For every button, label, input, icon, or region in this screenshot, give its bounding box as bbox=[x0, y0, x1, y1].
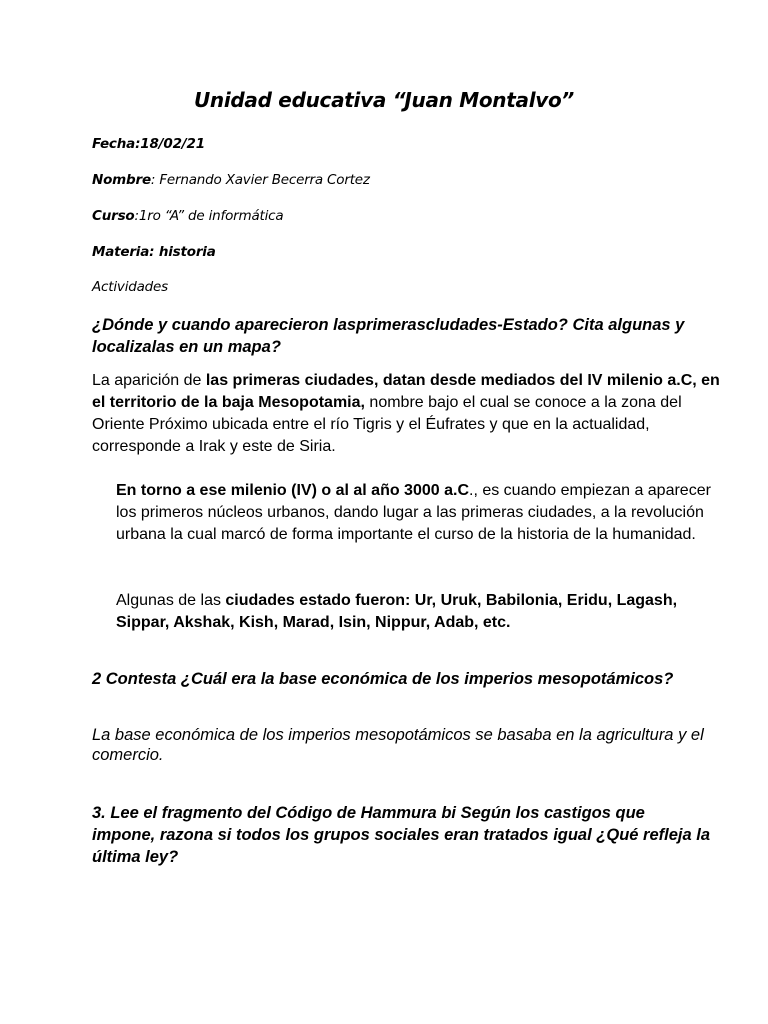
nombre-line bbox=[92, 172, 370, 188]
curso-label: Curso bbox=[92, 208, 135, 224]
actividades-heading: Actividades bbox=[92, 279, 168, 295]
fecha-line bbox=[92, 136, 205, 152]
q1-p1-end: nombre bajo el cual se conoce a la zona del Oriente Próximo ubicada entre el río Tigris y el Éufrates y que en la actualidad, corresponde a Irak y este de Siria. bbox=[92, 394, 682, 455]
question-2: 2 Contesta ¿Cuál era la base económica de los imperios mesopotámicos? bbox=[92, 670, 674, 688]
q1-p2-bold: En torno a ese milenio (IV) o al al año 3000 a.C bbox=[116, 482, 469, 499]
q1-p1-start: La aparición de bbox=[92, 372, 206, 389]
q1-paragraph-2 bbox=[92, 480, 732, 546]
nombre-label: Nombre bbox=[92, 172, 151, 188]
curso-line bbox=[92, 208, 283, 224]
question-1: ¿Dónde y cuando aparecieron lasprimerascludades-Estado? Cita algunas y localizalas en un mapa? bbox=[92, 316, 685, 356]
materia-line bbox=[92, 244, 216, 260]
materia-text: Materia: historia bbox=[92, 244, 216, 260]
fecha-label: Fecha bbox=[92, 136, 136, 152]
question-3: 3. Lee el fragmento del Código de Hammura bi Según los castigos que impone, razona si todos los grupos sociales eran tratados igual ¿Qué refleja la última ley? bbox=[92, 804, 710, 866]
document-title: Unidad educativa “Juan Montalvo” bbox=[193, 88, 575, 112]
fecha-value: :18/02/21 bbox=[135, 136, 205, 152]
answer-2: La base económica de los imperios mesopotámicos se basaba en la agricultura y el comercio. bbox=[92, 726, 704, 764]
curso-value: :1ro “A” de informática bbox=[134, 208, 284, 224]
q1-p3-start: Algunas de las bbox=[116, 592, 226, 609]
q1-p3-bold: ciudades estado fueron: Ur, Uruk, Babilonia, Eridu, Lagash, Sippar, Akshak, Kish, Marad, Isin, Nippur, Adab, etc. bbox=[116, 592, 678, 631]
q1-p1-bold: las primeras ciudades, datan desde mediados del IV milenio a.C, en el territorio de la baja Mesopotamia, bbox=[92, 372, 720, 411]
q1-paragraph-1 bbox=[92, 370, 732, 458]
q1-p2-rest: ., es cuando empiezan a aparecer los primeros núcleos urbanos, dando lugar a las primeras ciudades, a la revolución urbana la cual marcó de forma importante el curso de la historia de la humanidad. bbox=[116, 482, 711, 543]
nombre-value: : Fernando Xavier Becerra Cortez bbox=[150, 172, 370, 188]
q1-paragraph-3 bbox=[92, 590, 732, 634]
